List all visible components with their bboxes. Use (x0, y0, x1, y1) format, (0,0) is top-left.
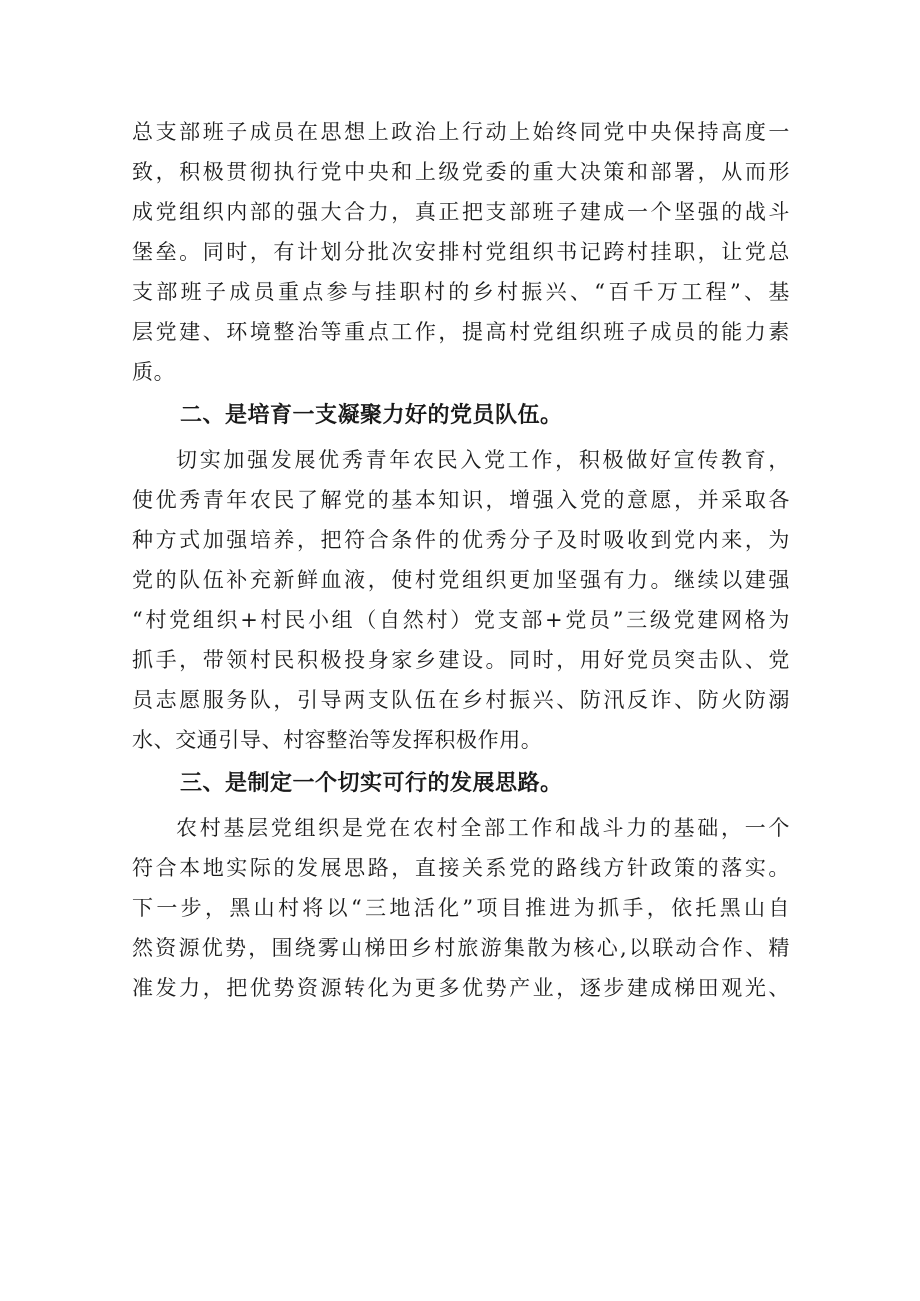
text-line: 农村基层党组织是党在农村全部工作和战斗力的基础，一个 (176, 816, 790, 840)
text-line: 抓手，带领村民积极投身家乡建设。同时，用好党员突击队、党 (132, 648, 790, 672)
paragraph-2 (132, 440, 790, 760)
text-line: 准发力，把优势资源转化为更多优势产业，逐步建成梯田观光、 (132, 976, 790, 1000)
text-line: 堡垒。同时，有计划分批次安排村党组织书记跨村挂职，让党总 (132, 240, 790, 264)
text-line: 党的队伍补充新鲜血液，使村党组织更加坚强有力。继续以建强 (132, 568, 790, 592)
text-line: 符合本地实际的发展思路，直接关系党的路线方针政策的落实。 (132, 856, 790, 880)
paragraph-1 (132, 112, 790, 392)
text-line: 员志愿服务队，引导两支队伍在乡村振兴、防汛反诈、防火防溺 (132, 688, 790, 712)
text-line: 使优秀青年农民了解党的基本知识，增强入党的意愿，并采取各 (132, 488, 790, 512)
text-line: 致，积极贯彻执行党中央和上级党委的重大决策和部署，从而形 (132, 160, 790, 184)
text-line: 切实加强发展优秀青年农民入党工作，积极做好宣传教育， (176, 448, 790, 472)
text-line: 成党组织内部的强大合力，真正把支部班子建成一个坚强的战斗 (132, 200, 790, 224)
text-line: 种方式加强培养，把符合条件的优秀分子及时吸收到党内来，为 (132, 528, 790, 552)
paragraph-3 (132, 808, 790, 1008)
text-line: 水、交通引导、村容整治等发挥积极作用。 (132, 728, 543, 752)
section-heading-2: 二、是培育一支凝聚力好的党员队伍。 (180, 403, 563, 428)
text-line: 然资源优势，围绕雾山梯田乡村旅游集散为核心,以联动合作、精 (132, 936, 790, 960)
text-line: 质。 (132, 360, 176, 384)
text-line: 总支部班子成员在思想上政治上行动上始终同党中央保持高度一 (132, 120, 790, 144)
text-line: “村党组织+村民小组（自然村）党支部+党员”三级党建网格为 (132, 608, 790, 632)
text-line: 下一步，黑山村将以“三地活化”项目推进为抓手，依托黑山自 (132, 896, 790, 920)
text-line: 支部班子成员重点参与挂职村的乡村振兴、“百千万工程”、基 (132, 280, 790, 304)
document-page (132, 108, 790, 1008)
section-heading-3: 三、是制定一个切实可行的发展思路。 (180, 771, 563, 796)
text-line: 层党建、环境整治等重点工作，提高村党组织班子成员的能力素 (132, 320, 790, 344)
